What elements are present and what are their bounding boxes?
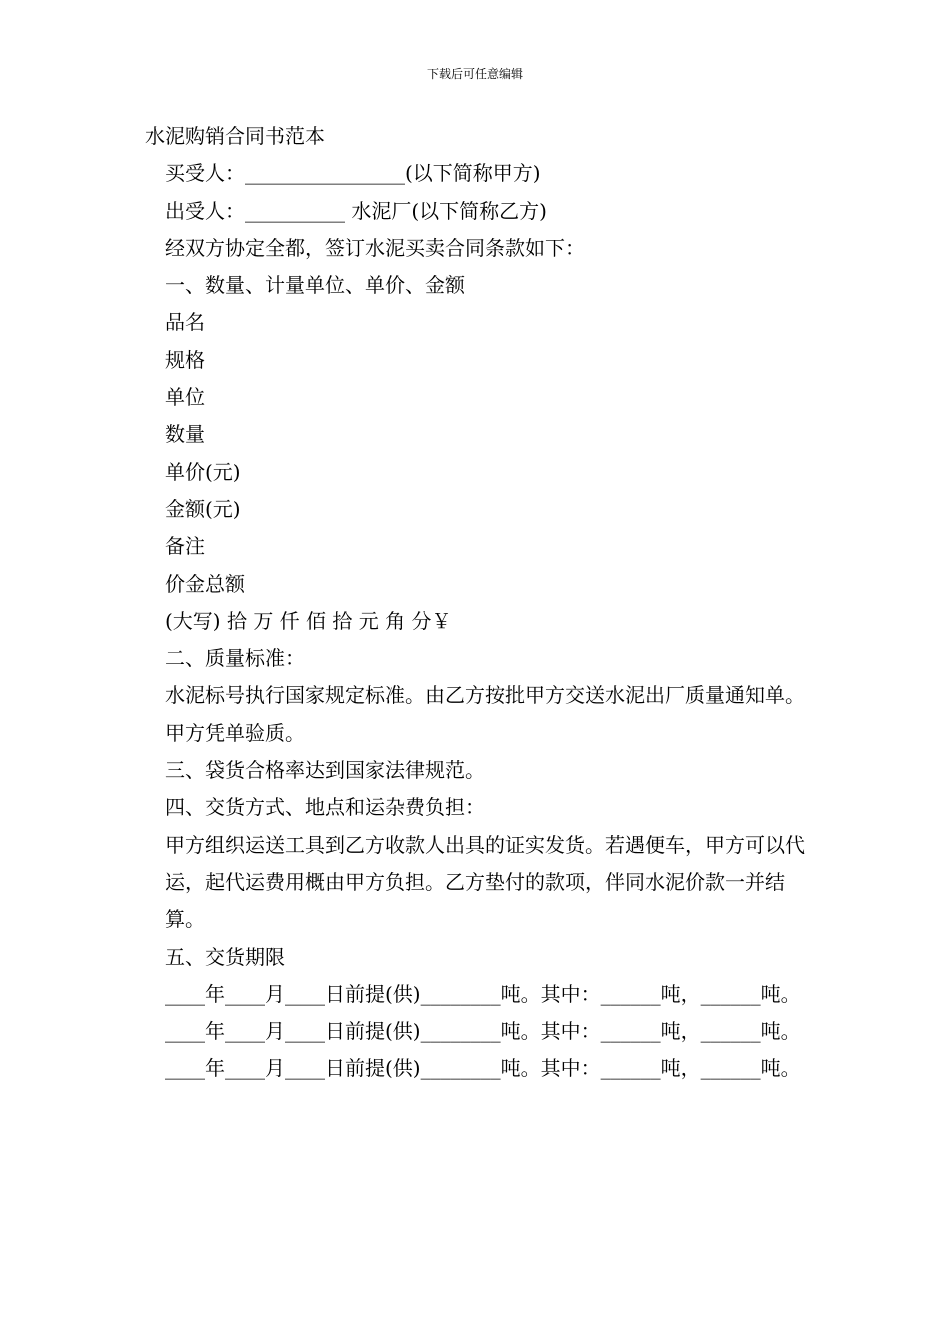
section-2-body: 水泥标号执行国家规定标准。由乙方按批甲方交送水泥出厂质量通知单。甲方凭单验质。 bbox=[165, 683, 805, 745]
delivery-line-3: ____年____月____日前提(供)________吨。其中：______吨，______吨。 bbox=[165, 1056, 801, 1081]
field-quantity: 数量 bbox=[165, 422, 205, 447]
field-specification: 规格 bbox=[165, 347, 205, 372]
field-unit: 单位 bbox=[165, 385, 205, 410]
field-remarks: 备注 bbox=[165, 534, 205, 559]
field-total-price: 价金总额 bbox=[165, 571, 245, 596]
seller-line: 出受人：__________ 水泥厂(以下简称乙方) bbox=[165, 198, 547, 223]
section-4-heading: 四、交货方式、地点和运杂费负担： bbox=[165, 795, 485, 820]
field-product-name: 品名 bbox=[165, 310, 205, 335]
amount-in-words: (大写) 拾 万 仟 佰 拾 元 角 分￥ bbox=[165, 608, 452, 633]
document-title: 水泥购销合同书范本 bbox=[145, 124, 325, 148]
field-unit-price: 单价(元) bbox=[165, 459, 241, 484]
section-1-heading: 一、数量、计量单位、单价、金额 bbox=[165, 273, 465, 298]
intro-paragraph: 经双方协定全都，签订水泥买卖合同条款如下： bbox=[165, 235, 585, 260]
delivery-line-2: ____年____月____日前提(供)________吨。其中：______吨，______吨。 bbox=[165, 1019, 801, 1044]
section-2-heading: 二、质量标准： bbox=[165, 646, 305, 671]
buyer-line: 买受人：________________(以下简称甲方) bbox=[165, 161, 541, 186]
section-3: 三、袋货合格率达到国家法律规范。 bbox=[165, 758, 485, 783]
section-4-body: 甲方组织运送工具到乙方收款人出具的证实发货。若遇便车，甲方可以代运，起代运费用概由甲方负担。乙方垫付的款项，伴同水泥价款一并结算。 bbox=[165, 832, 805, 932]
section-5-heading: 五、交货期限 bbox=[165, 944, 285, 969]
page-header-note: 下载后可任意编辑 bbox=[426, 67, 523, 81]
field-amount: 金额(元) bbox=[165, 496, 241, 521]
contract-document bbox=[145, 118, 810, 1088]
delivery-line-1: ____年____月____日前提(供)________吨。其中：______吨，______吨。 bbox=[165, 981, 801, 1006]
